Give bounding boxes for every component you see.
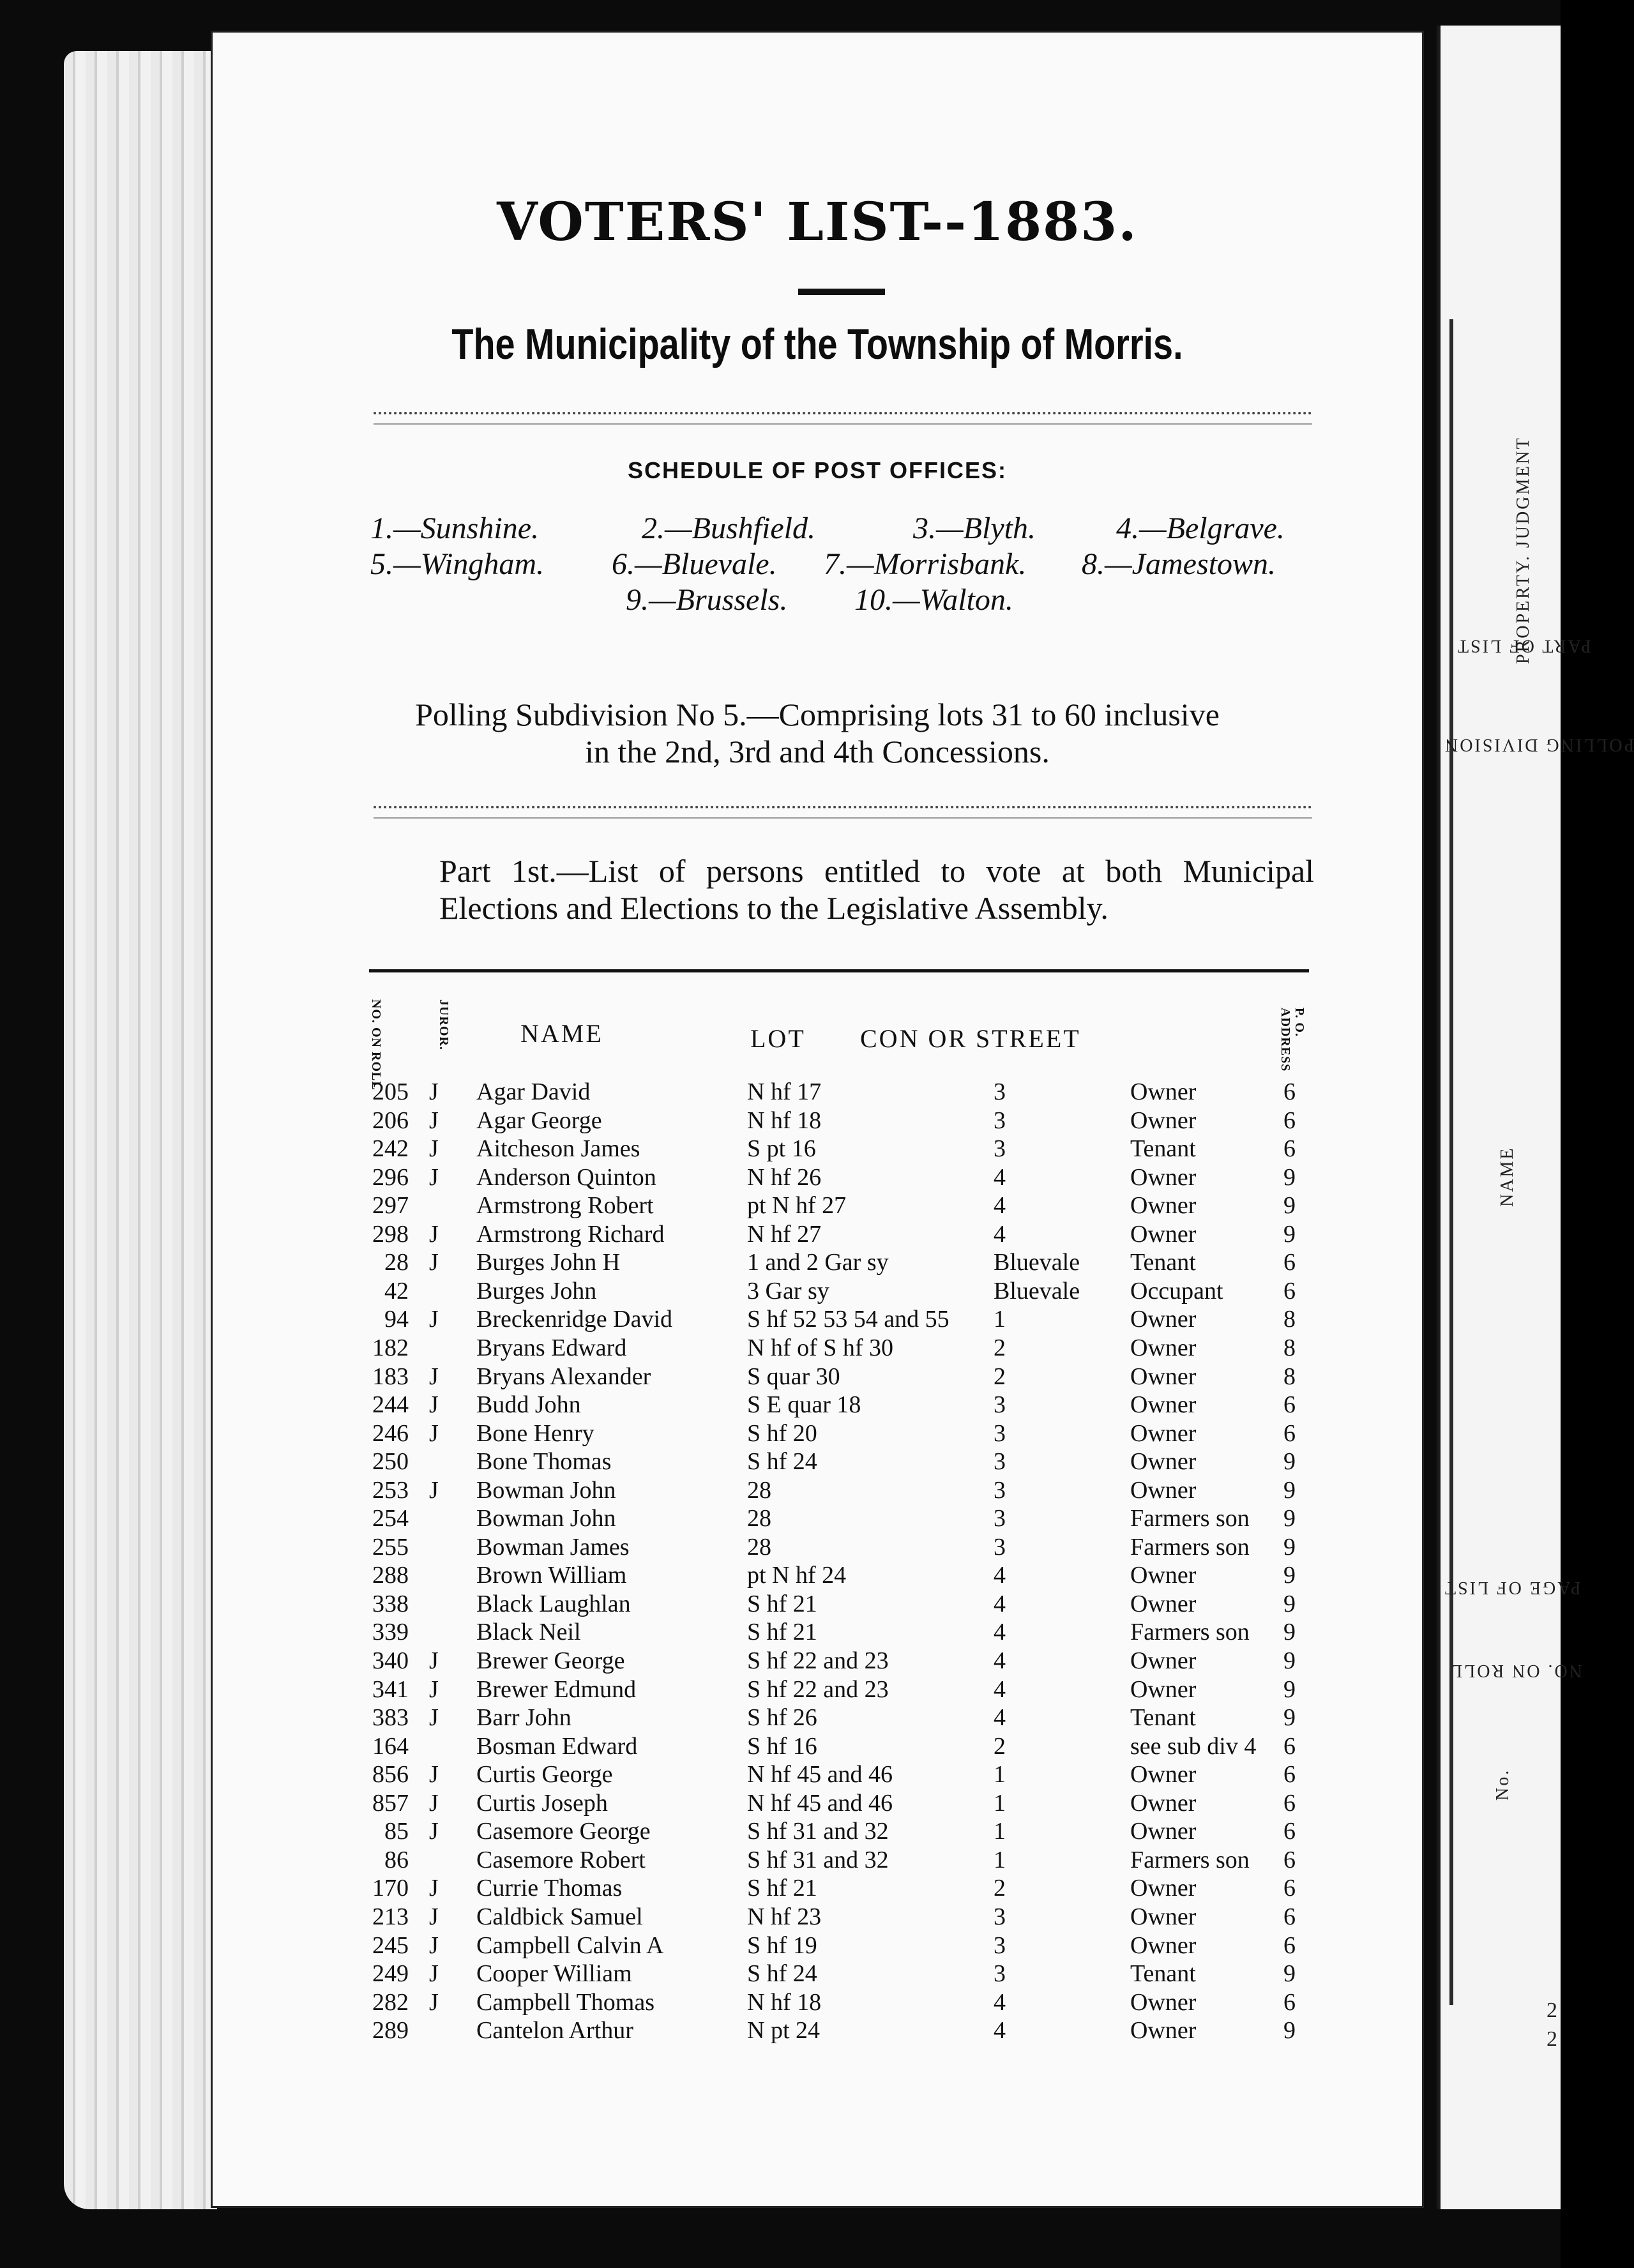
po-address-cell: 6	[1283, 1078, 1296, 1105]
name-cell: Brown William	[476, 1562, 627, 1589]
name-cell: Black Neil	[476, 1619, 581, 1646]
po-address-cell: 9	[1283, 1476, 1296, 1504]
table-row	[0, 1960, 1561, 1988]
post-office-entry: 5.—Wingham.	[370, 547, 545, 581]
roll-cell: 282	[372, 1988, 409, 2016]
con-cell: 4	[994, 1562, 1006, 1589]
po-address-cell: 6	[1283, 1988, 1296, 2016]
table-row	[0, 1448, 1561, 1476]
table-row	[0, 1817, 1561, 1845]
schedule-heading: SCHEDULE OF POST OFFICES:	[627, 457, 1008, 483]
table-row	[0, 1163, 1561, 1191]
status-cell: Owner	[1130, 1875, 1197, 1902]
status-cell: Owner	[1130, 1562, 1197, 1589]
roll-cell: 338	[372, 1590, 409, 1617]
status-cell: Farmers son	[1130, 1846, 1250, 1873]
po-address-cell: 9	[1283, 1704, 1296, 1732]
po-address-cell: 9	[1283, 1647, 1296, 1674]
thin-rule	[374, 423, 1312, 425]
lot-cell: S hf 21	[747, 1590, 817, 1617]
name-cell: Bowman James	[476, 1533, 630, 1561]
status-cell: see sub div 4	[1130, 1732, 1257, 1760]
con-cell: 2	[994, 1363, 1006, 1390]
table-row	[0, 1504, 1561, 1532]
facing-page-no: No.	[1493, 1768, 1513, 1801]
juror-cell: J	[429, 1419, 439, 1447]
con-cell: 3	[994, 1078, 1006, 1105]
roll-cell: 213	[372, 1903, 409, 1930]
page-title: VOTERS' LIST--1883.	[497, 192, 1138, 253]
table-row	[0, 1078, 1561, 1106]
status-cell: Owner	[1130, 1789, 1197, 1817]
lot-cell: 28	[747, 1533, 771, 1561]
part-text: Part 1st.—List of persons entitled to vote at both Municipal Elections and Elections to the Legislative Assembly.	[439, 853, 1314, 926]
juror-cell: J	[429, 1875, 439, 1902]
juror-cell: J	[429, 1988, 439, 2016]
post-office-entry: 3.—Blyth.	[913, 511, 1036, 545]
juror-cell: J	[429, 1249, 439, 1276]
roll-cell: 289	[372, 2017, 409, 2045]
name-cell: Aitcheson James	[476, 1135, 640, 1163]
po-address-cell: 6	[1283, 1932, 1296, 1959]
lot-cell: N hf 17	[747, 1078, 822, 1105]
roll-cell: 298	[372, 1220, 409, 1248]
po-address-cell: 6	[1283, 1391, 1296, 1419]
table-row	[0, 1647, 1561, 1675]
name-cell: Campbell Calvin A	[476, 1932, 664, 1959]
con-cell: 4	[994, 1675, 1006, 1703]
table-row	[0, 1561, 1561, 1589]
roll-cell: 242	[372, 1135, 409, 1163]
roll-cell: 86	[384, 1846, 409, 1873]
name-cell: Bone Henry	[476, 1419, 594, 1447]
table-row	[0, 1220, 1561, 1248]
roll-cell: 857	[372, 1789, 409, 1817]
juror-cell: J	[429, 1391, 439, 1419]
status-cell: Owner	[1130, 1761, 1197, 1788]
part-description	[369, 852, 1314, 926]
status-cell: Owner	[1130, 1306, 1197, 1333]
roll-cell: 245	[372, 1932, 409, 1959]
name-cell: Curtis Joseph	[476, 1789, 608, 1817]
po-address-cell: 6	[1283, 1419, 1296, 1447]
po-address-cell: 6	[1283, 1135, 1296, 1163]
po-address-cell: 9	[1283, 1192, 1296, 1220]
lot-cell: S hf 24	[747, 1960, 817, 1988]
facing-page-edge-number: 2	[1547, 1999, 1559, 2022]
po-address-cell: 9	[1283, 1533, 1296, 1561]
table-row	[0, 1363, 1561, 1391]
status-cell: Farmers son	[1130, 1619, 1250, 1646]
lot-cell: N pt 24	[747, 2017, 820, 2045]
column-header-lot: LOT	[750, 1024, 806, 1053]
name-cell: Black Laughlan	[476, 1590, 631, 1617]
po-address-cell: 6	[1283, 1732, 1296, 1760]
column-header-roll: NO. ON ROLL	[369, 999, 383, 1091]
status-cell: Owner	[1130, 1391, 1197, 1419]
juror-cell: J	[429, 1818, 439, 1845]
roll-cell: 85	[384, 1818, 409, 1845]
juror-cell: J	[429, 1960, 439, 1988]
name-cell: Bryans Alexander	[476, 1363, 651, 1390]
lot-cell: S hf 22 and 23	[747, 1675, 889, 1703]
po-address-cell: 9	[1283, 1590, 1296, 1617]
juror-cell: J	[429, 1761, 439, 1788]
lot-cell: S quar 30	[747, 1363, 840, 1390]
juror-cell: J	[429, 1789, 439, 1817]
status-cell: Tenant	[1130, 1135, 1196, 1163]
table-row	[0, 1789, 1561, 1817]
table-row	[0, 1590, 1561, 1618]
name-cell: Bowman John	[476, 1476, 616, 1504]
juror-cell: J	[429, 1675, 439, 1703]
name-cell: Armstrong Richard	[476, 1220, 665, 1248]
con-cell: 4	[994, 2017, 1006, 2045]
po-address-cell: 9	[1283, 1220, 1296, 1248]
con-cell: 4	[994, 1192, 1006, 1220]
post-office-entry: 4.—Belgrave.	[1116, 511, 1285, 545]
con-cell: 2	[994, 1875, 1006, 1902]
roll-cell: 253	[372, 1476, 409, 1504]
po-address-cell: 6	[1283, 1818, 1296, 1845]
roll-cell: 383	[372, 1704, 409, 1732]
con-cell: Bluevale	[994, 1249, 1080, 1276]
lot-cell: S hf 22 and 23	[747, 1647, 889, 1674]
facing-page-part-of-list: PART OF LIST	[1456, 636, 1591, 656]
lot-cell: pt N hf 24	[747, 1562, 847, 1589]
table-row	[0, 1760, 1561, 1788]
name-cell: Budd John	[476, 1391, 581, 1419]
con-cell: 3	[994, 1448, 1006, 1476]
con-cell: 3	[994, 1505, 1006, 1532]
table-row	[0, 1135, 1561, 1163]
po-address-cell: 9	[1283, 1562, 1296, 1589]
status-cell: Owner	[1130, 1220, 1197, 1248]
con-cell: 2	[994, 1732, 1006, 1760]
po-address-cell: 9	[1283, 1505, 1296, 1532]
roll-cell: 206	[372, 1107, 409, 1134]
lot-cell: S hf 52 53 54 and 55	[747, 1306, 949, 1333]
table-row	[0, 1191, 1561, 1220]
status-cell: Owner	[1130, 1590, 1197, 1617]
roll-cell: 28	[384, 1249, 409, 1276]
table-row	[0, 1419, 1561, 1448]
con-cell: 1	[994, 1761, 1006, 1788]
status-cell: Occupant	[1130, 1277, 1223, 1304]
post-office-entry: 7.—Morrisbank.	[824, 547, 1027, 581]
table-row	[0, 1675, 1561, 1704]
roll-cell: 288	[372, 1562, 409, 1589]
lot-cell: S hf 16	[747, 1732, 817, 1760]
juror-cell: J	[429, 1903, 439, 1930]
name-cell: Bowman John	[476, 1505, 616, 1532]
facing-page-judgment: PROPERTY. JUDGMENT	[1513, 436, 1533, 664]
po-address-cell: 9	[1283, 1163, 1296, 1191]
dotted-rule	[374, 412, 1312, 414]
column-header-juror: JUROR.	[437, 999, 451, 1050]
table-row	[0, 1846, 1561, 1874]
status-cell: Tenant	[1130, 1704, 1196, 1732]
po-address-cell: 6	[1283, 1277, 1296, 1304]
roll-cell: 42	[384, 1277, 409, 1304]
column-header-con: CON OR STREET	[860, 1024, 1081, 1053]
lot-cell: S hf 20	[747, 1419, 817, 1447]
lot-cell: N hf 18	[747, 1107, 822, 1134]
lot-cell: S hf 21	[747, 1875, 817, 1902]
roll-cell: 205	[372, 1078, 409, 1105]
lot-cell: 28	[747, 1505, 771, 1532]
con-cell: 3	[994, 1903, 1006, 1930]
status-cell: Owner	[1130, 1419, 1197, 1447]
table-row	[0, 1107, 1561, 1135]
con-cell: 3	[994, 1419, 1006, 1447]
con-cell: 4	[994, 1647, 1006, 1674]
name-cell: Caldbick Samuel	[476, 1903, 643, 1930]
table-row	[0, 1476, 1561, 1504]
juror-cell: J	[429, 1220, 439, 1248]
po-address-cell: 6	[1283, 1107, 1296, 1134]
status-cell: Farmers son	[1130, 1533, 1250, 1561]
name-cell: Cantelon Arthur	[476, 2017, 633, 2045]
po-address-cell: 6	[1283, 1875, 1296, 1902]
con-cell: 3	[994, 1960, 1006, 1988]
table-row	[0, 1334, 1561, 1362]
status-cell: Tenant	[1130, 1249, 1196, 1276]
table-row	[0, 1305, 1561, 1333]
roll-cell: 246	[372, 1419, 409, 1447]
name-cell: Curtis George	[476, 1761, 613, 1788]
con-cell: 3	[994, 1533, 1006, 1561]
status-cell: Owner	[1130, 1476, 1197, 1504]
table-row	[0, 1704, 1561, 1732]
juror-cell: J	[429, 1932, 439, 1959]
name-cell: Bryans Edward	[476, 1334, 627, 1361]
status-cell: Owner	[1130, 1334, 1197, 1361]
status-cell: Owner	[1130, 1647, 1197, 1674]
dotted-rule	[374, 806, 1312, 808]
con-cell: 1	[994, 1789, 1006, 1817]
roll-cell: 182	[372, 1334, 409, 1361]
table-row	[0, 1932, 1561, 1960]
juror-cell: J	[429, 1078, 439, 1105]
title-divider	[798, 289, 885, 295]
status-cell: Owner	[1130, 1107, 1197, 1134]
juror-cell: J	[429, 1306, 439, 1333]
roll-cell: 340	[372, 1647, 409, 1674]
roll-cell: 94	[384, 1306, 409, 1333]
con-cell: 1	[994, 1818, 1006, 1845]
lot-cell: S hf 26	[747, 1704, 817, 1732]
polling-line: in the 2nd, 3rd and 4th Concessions.	[585, 734, 1050, 769]
lot-cell: 1 and 2 Gar sy	[747, 1249, 889, 1276]
lot-cell: S E quar 18	[747, 1391, 861, 1419]
juror-cell: J	[429, 1363, 439, 1390]
facing-page-no-on-roll: NO. ON ROLL	[1449, 1661, 1582, 1681]
po-address-cell: 9	[1283, 1960, 1296, 1988]
status-cell: Owner	[1130, 1163, 1197, 1191]
table-row	[0, 1391, 1561, 1419]
roll-cell: 856	[372, 1761, 409, 1788]
po-address-cell: 6	[1283, 1846, 1296, 1873]
lot-cell: S hf 19	[747, 1932, 817, 1959]
name-cell: Agar David	[476, 1078, 591, 1105]
lot-cell: 3 Gar sy	[747, 1277, 829, 1304]
po-address-cell: 9	[1283, 1448, 1296, 1476]
po-address-cell: 9	[1283, 2017, 1296, 2045]
roll-cell: 164	[372, 1732, 409, 1760]
po-address-cell: 8	[1283, 1306, 1296, 1333]
lot-cell: 28	[747, 1476, 771, 1504]
status-cell: Owner	[1130, 1192, 1197, 1220]
roll-cell: 249	[372, 1960, 409, 1988]
roll-cell: 339	[372, 1619, 409, 1646]
juror-cell: J	[429, 1476, 439, 1504]
name-cell: Burges John	[476, 1277, 597, 1304]
juror-cell: J	[429, 1647, 439, 1674]
table-row	[0, 1618, 1561, 1646]
status-cell: Owner	[1130, 1988, 1197, 2016]
name-cell: Armstrong Robert	[476, 1192, 654, 1220]
con-cell: 4	[994, 1704, 1006, 1732]
facing-page-page-of-list: PAGE OF LIST	[1443, 1578, 1581, 1598]
facing-page-edge-number: 2	[1547, 2027, 1559, 2051]
name-cell: Anderson Quinton	[476, 1163, 656, 1191]
table-row	[0, 1732, 1561, 1760]
table-top-rule	[369, 969, 1309, 972]
facing-page-polling-division: POLLING DIVISION	[1443, 735, 1634, 755]
roll-cell: 297	[372, 1192, 409, 1220]
roll-cell: 170	[372, 1875, 409, 1902]
po-address-cell: 8	[1283, 1334, 1296, 1361]
juror-cell: J	[429, 1107, 439, 1134]
table-row	[0, 2016, 1561, 2045]
status-cell: Owner	[1130, 1363, 1197, 1390]
name-cell: Breckenridge David	[476, 1306, 673, 1333]
con-cell: 2	[994, 1334, 1006, 1361]
lot-cell: pt N hf 27	[747, 1192, 847, 1220]
table-row	[0, 1874, 1561, 1902]
lot-cell: N hf 23	[747, 1903, 822, 1930]
status-cell: Owner	[1130, 1078, 1197, 1105]
name-cell: Brewer George	[476, 1647, 625, 1674]
status-cell: Farmers son	[1130, 1505, 1250, 1532]
page-subtitle: The Municipality of the Township of Morris.	[451, 320, 1183, 368]
po-address-cell: 6	[1283, 1789, 1296, 1817]
con-cell: 3	[994, 1135, 1006, 1163]
juror-cell: J	[429, 1163, 439, 1191]
juror-cell: J	[429, 1135, 439, 1163]
status-cell: Owner	[1130, 1675, 1197, 1703]
status-cell: Owner	[1130, 1903, 1197, 1930]
po-address-cell: 8	[1283, 1363, 1296, 1390]
lot-cell: S pt 16	[747, 1135, 816, 1163]
status-cell: Owner	[1130, 2017, 1197, 2045]
po-address-cell: 6	[1283, 1249, 1296, 1276]
status-cell: Tenant	[1130, 1960, 1196, 1988]
name-cell: Bosman Edward	[476, 1732, 638, 1760]
con-cell: 1	[994, 1306, 1006, 1333]
lot-cell: S hf 31 and 32	[747, 1818, 889, 1845]
post-office-entry: 6.—Bluevale.	[612, 547, 777, 581]
con-cell: 3	[994, 1391, 1006, 1419]
con-cell: 4	[994, 1590, 1006, 1617]
con-cell: 4	[994, 1163, 1006, 1191]
post-office-entry: 1.—Sunshine.	[370, 511, 539, 545]
status-cell: Owner	[1130, 1448, 1197, 1476]
roll-cell: 183	[372, 1363, 409, 1390]
name-cell: Agar George	[476, 1107, 602, 1134]
lot-cell: S hf 31 and 32	[747, 1846, 889, 1873]
po-address-cell: 6	[1283, 1761, 1296, 1788]
table-row	[0, 1248, 1561, 1276]
juror-cell: J	[429, 1704, 439, 1732]
con-cell: 3	[994, 1107, 1006, 1134]
name-cell: Casemore George	[476, 1818, 651, 1845]
name-cell: Barr John	[476, 1704, 571, 1732]
con-cell: 3	[994, 1476, 1006, 1504]
table-row	[0, 1903, 1561, 1931]
roll-cell: 341	[372, 1675, 409, 1703]
con-cell: Bluevale	[994, 1277, 1080, 1304]
post-office-entry: 10.—Walton.	[854, 583, 1013, 617]
con-cell: 3	[994, 1932, 1006, 1959]
lot-cell: N hf 45 and 46	[747, 1761, 893, 1788]
po-address-cell: 6	[1283, 1903, 1296, 1930]
lot-cell: S hf 21	[747, 1619, 817, 1646]
post-office-entry: 9.—Brussels.	[626, 583, 788, 617]
name-cell: Campbell Thomas	[476, 1988, 654, 2016]
table-row	[0, 1988, 1561, 2016]
status-cell: Owner	[1130, 1932, 1197, 1959]
con-cell: 4	[994, 1988, 1006, 2016]
column-header-name: NAME	[520, 1019, 603, 1048]
po-address-cell: 9	[1283, 1675, 1296, 1703]
lot-cell: N hf 45 and 46	[747, 1789, 893, 1817]
lot-cell: S hf 24	[747, 1448, 817, 1476]
roll-cell: 296	[372, 1163, 409, 1191]
table-row	[0, 1533, 1561, 1561]
name-cell: Cooper William	[476, 1960, 632, 1988]
status-cell: Owner	[1130, 1818, 1197, 1845]
lot-cell: N hf of S hf 30	[747, 1334, 894, 1361]
facing-page-name: NAME	[1497, 1146, 1517, 1207]
post-office-entry: 2.—Bushfield.	[642, 511, 815, 545]
polling-subdivision	[211, 696, 1424, 770]
con-cell: 4	[994, 1220, 1006, 1248]
po-address-cell: 9	[1283, 1619, 1296, 1646]
column-header-po: P. O. ADDRESS	[1278, 1008, 1306, 1072]
name-cell: Brewer Edmund	[476, 1675, 637, 1703]
roll-cell: 254	[372, 1505, 409, 1532]
name-cell: Casemore Robert	[476, 1846, 646, 1873]
name-cell: Bone Thomas	[476, 1448, 612, 1476]
polling-line: Polling Subdivision No 5.—Comprising lots 31 to 60 inclusive	[415, 697, 1220, 732]
thin-rule	[374, 817, 1312, 819]
lot-cell: N hf 26	[747, 1163, 822, 1191]
con-cell: 1	[994, 1846, 1006, 1873]
table-row	[0, 1277, 1561, 1305]
roll-cell: 244	[372, 1391, 409, 1419]
post-office-entry: 8.—Jamestown.	[1082, 547, 1276, 581]
name-cell: Burges John H	[476, 1249, 621, 1276]
name-cell: Currie Thomas	[476, 1875, 623, 1902]
lot-cell: N hf 27	[747, 1220, 822, 1248]
lot-cell: N hf 18	[747, 1988, 822, 2016]
roll-cell: 255	[372, 1533, 409, 1561]
con-cell: 4	[994, 1619, 1006, 1646]
roll-cell: 250	[372, 1448, 409, 1476]
